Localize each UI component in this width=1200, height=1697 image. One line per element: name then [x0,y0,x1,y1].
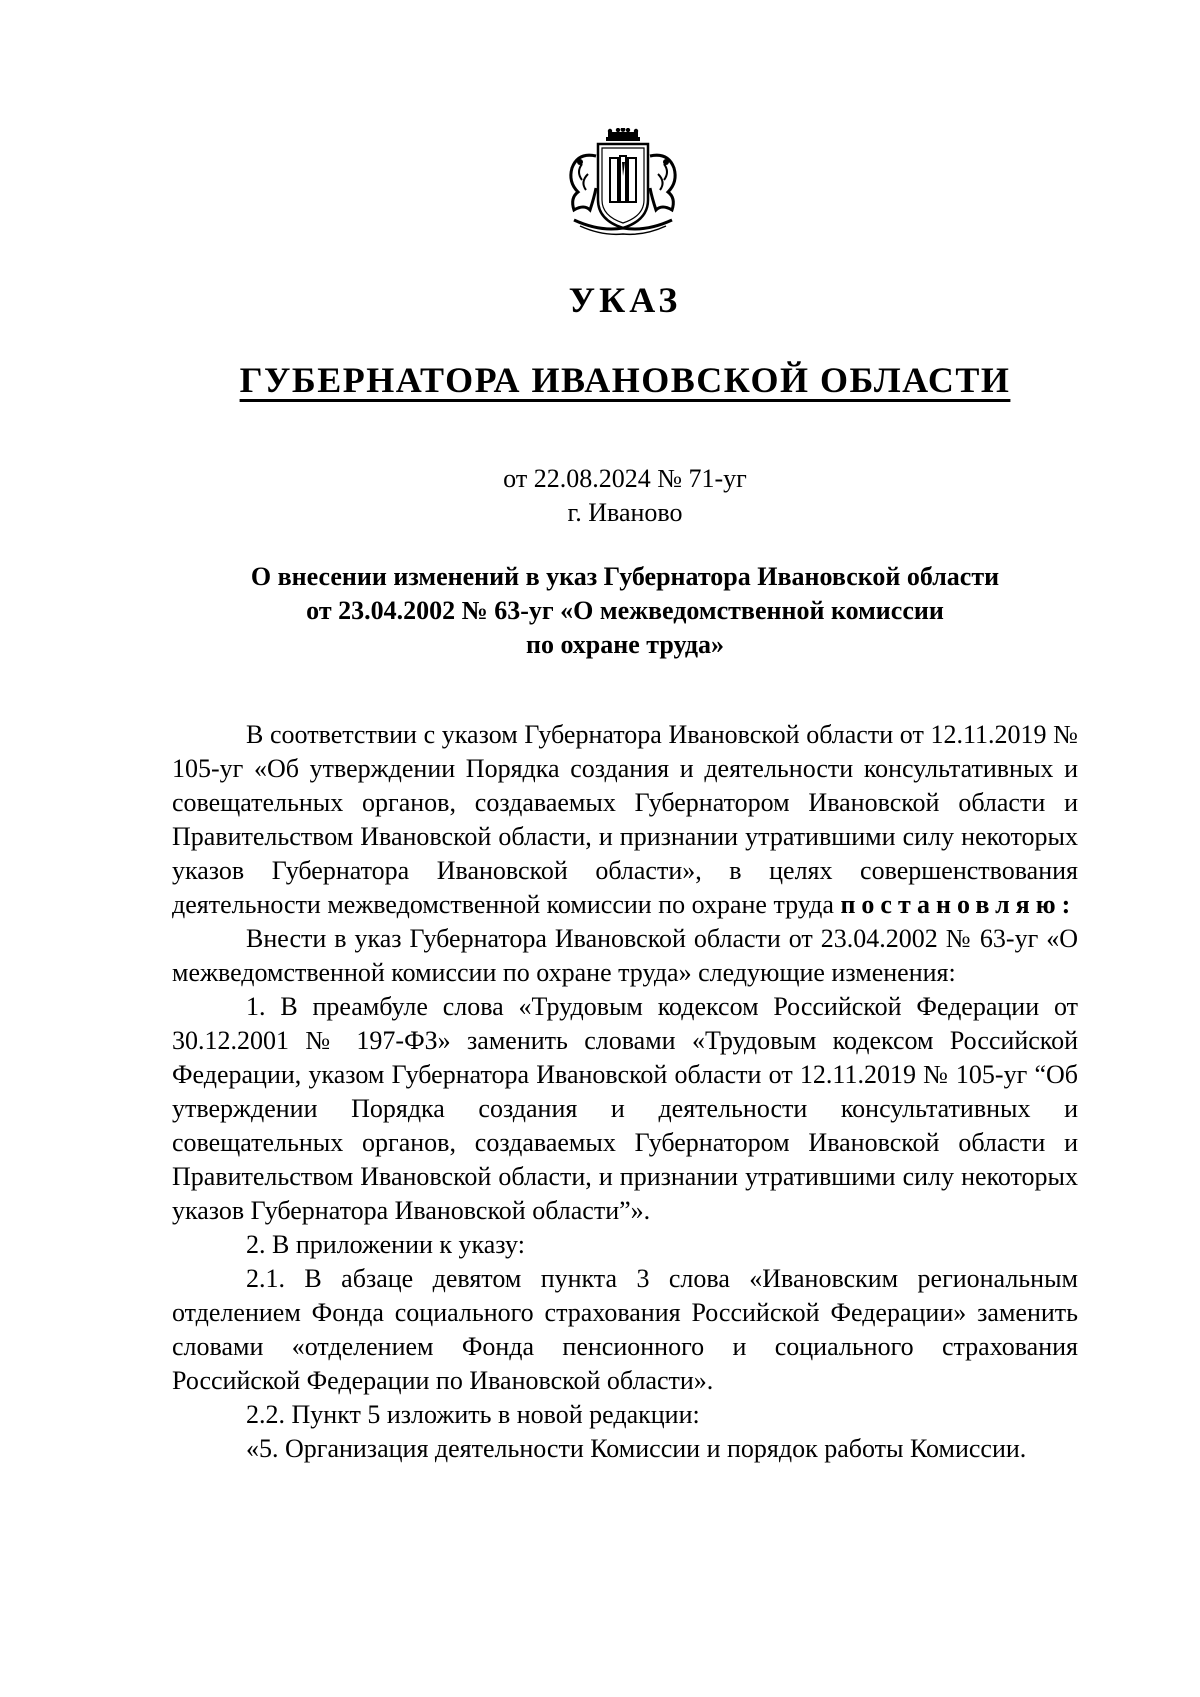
date-number-line: от 22.08.2024 № 71-уг [503,464,747,493]
paragraph-item-2-2: 2.2. Пункт 5 изложить в новой редакции: [246,1400,700,1429]
document-type-title: УКАЗ [568,280,682,320]
paragraph-item-1: 1. В преамбуле слова «Трудовым кодексом Российской Федерации от 30.12.2001 № 197-ФЗ» заменить словами «Трудовым кодексом Российской Федерации, указом Губернатора Ивановской области от 12.11.2019 № 105-уг “Об утверждении Порядка создания и деятельности консультативных и совещательных органов, создаваемых Губернатором Ивановской области и Правительством Ивановской области, и признании утратившими силу некоторых указов Губернатора Ивановской области”». [172,992,1078,1225]
city-line: г. Иваново [567,498,683,527]
paragraph-preamble [172,718,1078,922]
paragraph-item-2: 2. В приложении к указу: [246,1230,525,1259]
paragraph-item-5: «5. Организация деятельности Комиссии и порядок работы Комиссии. [246,1434,1027,1463]
paragraph-item-2-1: 2.1. В абзаце девятом пункта 3 слова «Ивановским региональным отделением Фонда социального страхования Российской Федерации» заменить словами «отделением Фонда пенсионного и социального страхования Российской Федерации по Ивановской области». [172,1264,1078,1395]
preamble-text: В соответствии с указом Губернатора Ивановской области от 12.11.2019 № 105-уг «Об утверждении Порядка создания и деятельности консультативных и совещательных органов, создаваемых Губернатором Ивановской области и Правительством Ивановской области, и признании утратившими силу некоторых указов Губернатора Ивановской области», в целях совершенствования деятельности межведомственной комиссии по охране труда [172,720,1078,919]
issuer-title [0,356,1200,404]
issuer-title-text: ГУБЕРНАТОРА ИВАНОВСКОЙ ОБЛАСТИ [239,360,1011,400]
subject-line-2: от 23.04.2002 № 63-уг «О межведомственной комиссии [306,596,944,625]
paragraph-amend-intro: Внести в указ Губернатора Ивановской области от 23.04.2002 № 63-уг «О межведомственной комиссии по охране труда» следующие изменения: [172,924,1078,987]
subject-line-3: по охране труда» [525,630,725,659]
decree-keyword: постановляю: [840,890,1077,919]
subject-line-1: О внесении изменений в указ Губернатора Ивановской области [250,562,1000,591]
document-body [172,718,1078,1466]
document-subject [172,560,1078,662]
coat-of-arms-icon [560,128,686,238]
